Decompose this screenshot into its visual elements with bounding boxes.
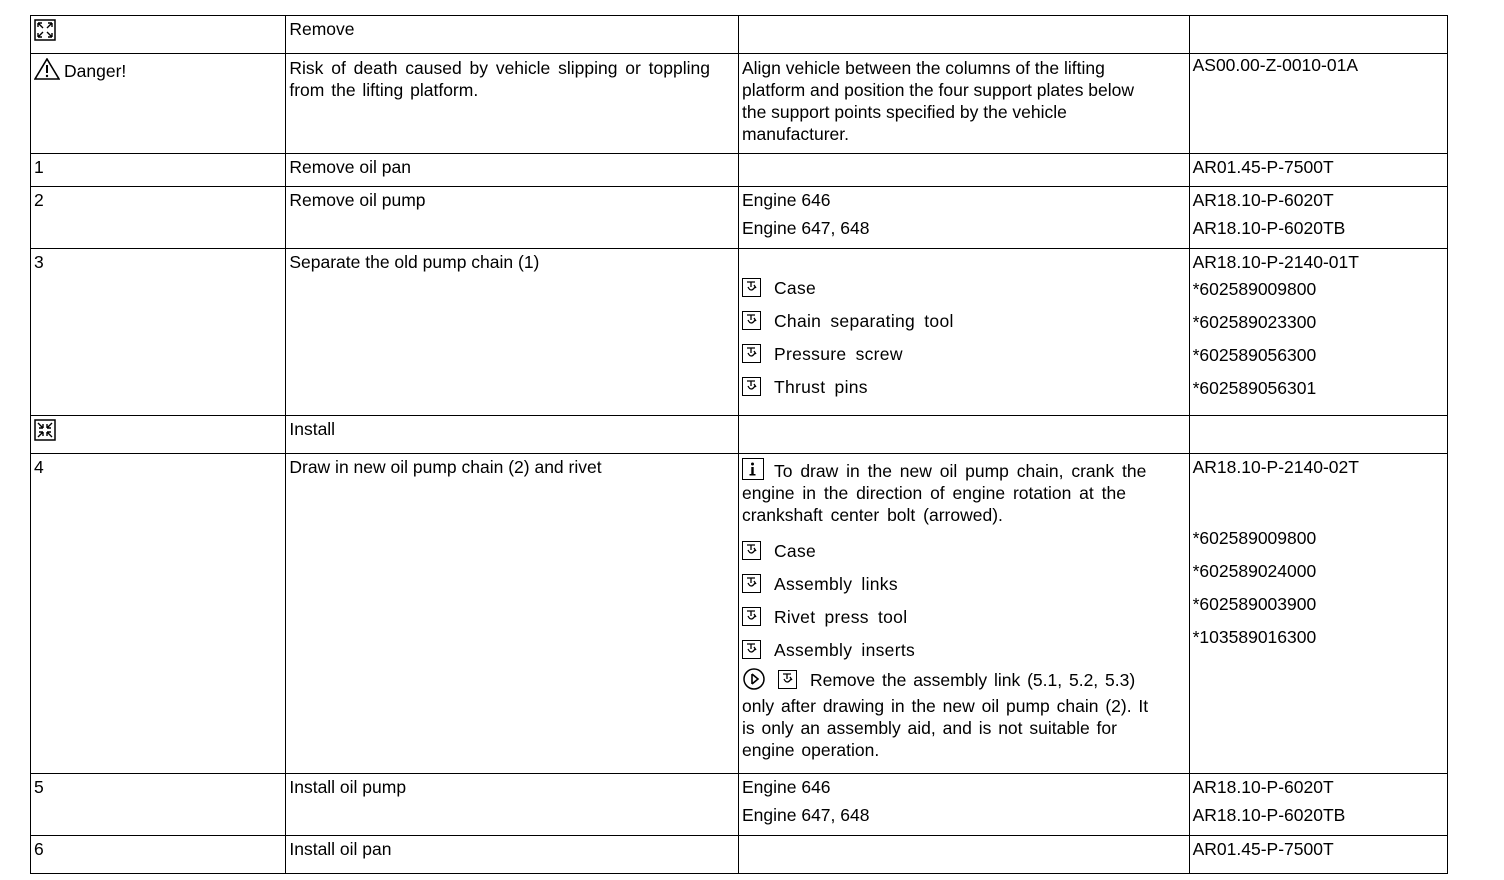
tool-number: *602589056301 xyxy=(1192,378,1317,398)
info-icon xyxy=(742,458,764,480)
tool-entry xyxy=(742,600,1161,633)
step-cell xyxy=(31,774,286,836)
operation-cell xyxy=(286,454,739,774)
step-cell xyxy=(31,454,286,774)
ref-cell xyxy=(1189,836,1447,874)
tool-label: Assembly inserts xyxy=(773,639,916,660)
operation-text: Separate the old pump chain (1) xyxy=(289,252,540,272)
ref-cell xyxy=(1189,16,1447,54)
tool-label: Thrust pins xyxy=(773,376,868,397)
tool-label: Assembly links xyxy=(773,573,898,594)
tool-label: Chain separating tool xyxy=(773,310,954,331)
table-row xyxy=(31,187,1448,249)
ref-code: AR18.10-P-2140-02T xyxy=(1192,457,1359,477)
info-cell xyxy=(738,454,1189,774)
table-row xyxy=(31,249,1448,416)
operation-cell xyxy=(286,16,739,54)
engine-variant: Engine 646 xyxy=(741,777,831,797)
tool-number: *602589023300 xyxy=(1192,312,1317,332)
step-cell xyxy=(31,249,286,416)
operation-cell xyxy=(286,187,739,249)
table-row xyxy=(31,416,1448,454)
danger-label: Danger! xyxy=(64,61,127,81)
ref-cell xyxy=(1189,154,1447,187)
step-cell xyxy=(31,54,286,154)
ref-code: AR18.10-P-6020T xyxy=(1192,777,1334,797)
step-number: 4 xyxy=(34,457,44,477)
ref-code: AR18.10-P-6020TB xyxy=(1192,218,1346,238)
table-row xyxy=(31,836,1448,874)
tool-number: *103589016300 xyxy=(1192,627,1317,647)
tool-label: Case xyxy=(773,277,817,298)
special-tool-icon xyxy=(778,670,797,689)
special-tool-icon xyxy=(742,344,761,363)
info-cell xyxy=(738,16,1189,54)
step-cell xyxy=(31,154,286,187)
operation-text: Install oil pump xyxy=(289,777,407,797)
table-row xyxy=(31,16,1448,54)
tool-number: *602589009800 xyxy=(1192,528,1317,548)
caution-icon xyxy=(742,668,766,695)
tool-entry xyxy=(742,534,1161,567)
special-tool-icon xyxy=(742,607,761,626)
warning-triangle-icon xyxy=(34,58,60,85)
ref-code: AR18.10-P-2140-01T xyxy=(1192,252,1359,272)
tool-entry xyxy=(742,271,1186,304)
step-number: 5 xyxy=(34,777,44,797)
caution-note xyxy=(742,668,1161,761)
info-cell xyxy=(738,54,1189,154)
step-number: 3 xyxy=(34,252,44,272)
ref-cell xyxy=(1189,187,1447,249)
operation-text: Draw in new oil pump chain (2) and rivet xyxy=(289,457,602,477)
operation-cell xyxy=(286,249,739,416)
operation-cell xyxy=(286,154,739,187)
step-number: 2 xyxy=(34,190,44,210)
table-row xyxy=(31,54,1448,154)
step-cell xyxy=(31,16,286,54)
special-tool-icon xyxy=(742,640,761,659)
step-cell xyxy=(31,836,286,874)
ref-code: AS00.00-Z-0010-01A xyxy=(1192,55,1358,75)
note-text: To draw in the new oil pump chain, crank the engine in the direction of engine rotation at the crankshaft center bolt (arrowed). xyxy=(741,461,1147,525)
ref-cell xyxy=(1189,454,1447,774)
info-cell xyxy=(738,187,1189,249)
operation-text: Risk of death caused by vehicle slipping or toppling from the lifting platform. xyxy=(289,58,710,100)
operation-cell xyxy=(286,774,739,836)
step-cell xyxy=(31,416,286,454)
special-tool-icon xyxy=(742,377,761,396)
tool-entry xyxy=(742,567,1161,600)
ref-code: AR18.10-P-6020T xyxy=(1192,190,1334,210)
operation-text: Install oil pan xyxy=(289,839,392,859)
engine-variant: Engine 647, 648 xyxy=(741,218,870,238)
special-tool-icon xyxy=(742,311,761,330)
info-note xyxy=(742,458,1161,526)
procedure-table xyxy=(30,15,1448,874)
info-cell xyxy=(738,774,1189,836)
tool-entry xyxy=(742,370,1186,403)
ref-cell xyxy=(1189,416,1447,454)
install-icon xyxy=(34,419,56,446)
info-cell xyxy=(738,249,1189,416)
ref-cell xyxy=(1189,249,1447,416)
caution-text: Remove the assembly link (5.1, 5.2, 5.3) only after drawing in the new oil pump chain (2). It is only an assembly aid, and is not suitable for engine operation. xyxy=(741,670,1149,760)
step-cell xyxy=(31,187,286,249)
tool-number: *602589024000 xyxy=(1192,561,1317,581)
info-cell xyxy=(738,416,1189,454)
operation-cell xyxy=(286,54,739,154)
special-tool-icon xyxy=(742,574,761,593)
table-row xyxy=(31,154,1448,187)
ref-code: AR01.45-P-7500T xyxy=(1192,839,1334,859)
table-row xyxy=(31,454,1448,774)
operation-cell xyxy=(286,416,739,454)
operation-text: Remove xyxy=(289,19,355,39)
tool-number: *602589056300 xyxy=(1192,345,1317,365)
tool-label: Case xyxy=(773,540,817,561)
operation-text: Install xyxy=(289,419,336,439)
engine-variant: Engine 647, 648 xyxy=(741,805,870,825)
ref-code: AR18.10-P-6020TB xyxy=(1192,805,1346,825)
tool-label: Pressure screw xyxy=(773,343,903,364)
special-tool-icon xyxy=(742,541,761,560)
ref-code: AR01.45-P-7500T xyxy=(1192,157,1334,177)
special-tool-icon xyxy=(742,278,761,297)
tool-entry xyxy=(742,304,1186,337)
info-cell xyxy=(738,836,1189,874)
operation-text: Remove oil pump xyxy=(289,190,426,210)
operation-cell xyxy=(286,836,739,874)
tool-number: *602589009800 xyxy=(1192,279,1317,299)
tool-label: Rivet press tool xyxy=(773,606,908,627)
ref-cell xyxy=(1189,774,1447,836)
ref-cell xyxy=(1189,54,1447,154)
info-cell xyxy=(738,154,1189,187)
remove-icon xyxy=(34,19,56,46)
operation-text: Remove oil pan xyxy=(289,157,411,177)
tool-entry xyxy=(742,633,1161,666)
step-number: 1 xyxy=(34,157,44,177)
info-text: Align vehicle between the columns of the lifting platform and position the four support plates below the support points specified by the vehicle manufacturer. xyxy=(741,58,1135,144)
table-row xyxy=(31,774,1448,836)
step-number: 6 xyxy=(34,839,44,859)
tool-entry xyxy=(742,337,1186,370)
tool-number: *602589003900 xyxy=(1192,594,1317,614)
engine-variant: Engine 646 xyxy=(741,190,831,210)
